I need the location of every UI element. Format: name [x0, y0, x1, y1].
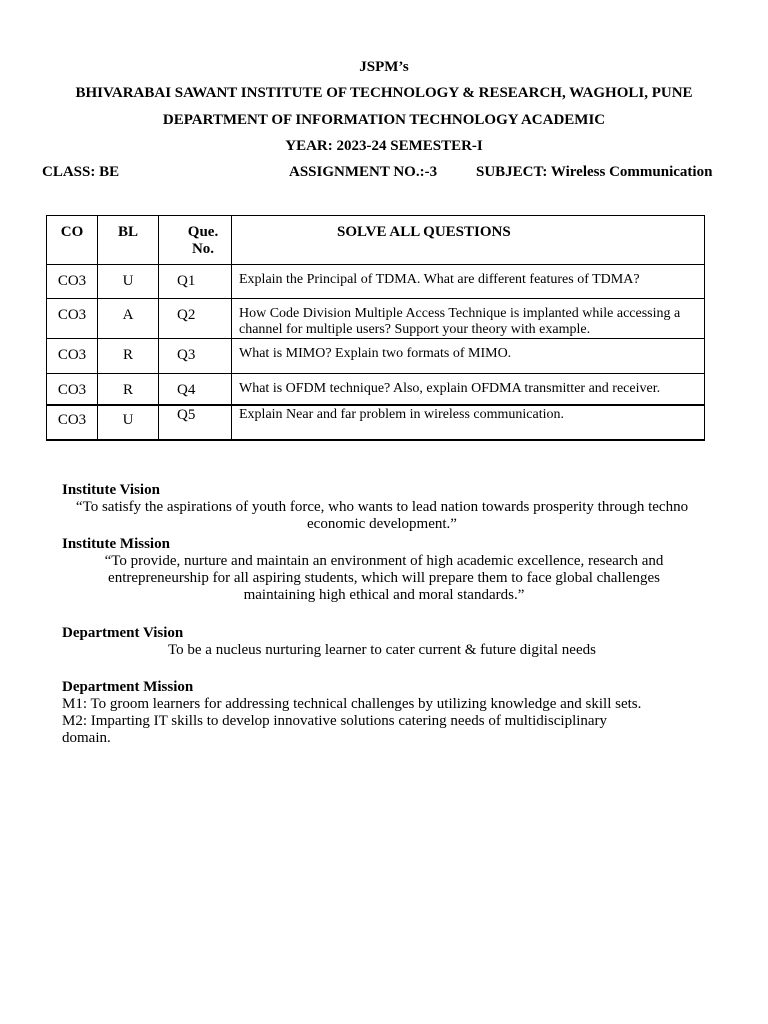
header-question-number — [159, 216, 232, 265]
question-number-cell: Q4 — [159, 374, 232, 405]
question-text-cell: How Code Division Multiple Access Technique is implanted while accessing a channel for multiple users? Support your theory with example. — [232, 299, 705, 339]
co-cell: CO3 — [47, 374, 98, 405]
bl-cell: A — [98, 299, 159, 339]
institute-mission-text: “To provide, nurture and maintain an environment of high academic excellence, research and entrepreneurship for all aspiring students, which will prepare them to face global challenges maintaining high ethical and moral standards.” — [104, 553, 664, 603]
bl-cell: R — [98, 339, 159, 374]
department-vision-title: Department Vision — [62, 625, 184, 641]
department-mission-section — [62, 679, 662, 747]
question-text-cell: What is OFDM technique? Also, explain OFDMA transmitter and receiver. — [232, 374, 705, 405]
department-name: DEPARTMENT OF INFORMATION TECHNOLOGY ACADEMIC — [162, 112, 606, 128]
co-cell: CO3 — [47, 339, 98, 374]
bl-cell: R — [98, 374, 159, 405]
question-number-cell: Q1 — [159, 265, 232, 299]
department-vision-section — [62, 625, 702, 659]
table-row — [47, 265, 705, 299]
questions-table — [46, 215, 705, 441]
org-name: JSPM’s — [359, 59, 409, 75]
header-que-line1: Que. — [187, 224, 219, 240]
department-mission-m2: M2: Imparting IT skills to develop innovative solutions catering needs of multidisciplinary domain. — [62, 713, 608, 746]
question-text-cell: Explain the Principal of TDMA. What are different features of TDMA? — [232, 265, 705, 299]
table-row — [47, 374, 705, 405]
co-cell: CO3 — [47, 405, 98, 440]
header-bl: BL — [98, 216, 159, 265]
table-row — [47, 405, 705, 440]
header-que-line2: No. — [191, 241, 215, 257]
question-number-cell: Q3 — [159, 339, 232, 374]
institute-vision-title: Institute Vision — [62, 482, 160, 498]
institute-mission-section — [62, 536, 702, 604]
table-row — [47, 339, 705, 374]
institute-name: BHIVARABAI SAWANT INSTITUTE OF TECHNOLOGY & RESEARCH, WAGHOLI, PUNE — [75, 85, 693, 101]
table-header-row — [47, 216, 705, 265]
bl-cell: U — [98, 265, 159, 299]
institute-vision-text: “To satisfy the aspirations of youth force, who wants to lead nation towards prosperity through techno economic development.” — [75, 499, 689, 532]
institute-mission-title: Institute Mission — [62, 536, 170, 552]
department-mission-m1: M1: To groom learners for addressing technical challenges by utilizing knowledge and skill sets. — [62, 696, 642, 712]
assignment-number: ASSIGNMENT NO.:-3 — [289, 164, 438, 180]
question-text-cell: Explain Near and far problem in wireless communication. — [232, 405, 705, 440]
co-cell: CO3 — [47, 265, 98, 299]
question-number-cell: Q2 — [159, 299, 232, 339]
class-label: CLASS: BE — [42, 164, 120, 180]
header-co: CO — [47, 216, 98, 265]
department-vision-text: To be a nucleus nurturing learner to cater current & future digital needs — [168, 642, 596, 658]
header-instruction: SOLVE ALL QUESTIONS — [232, 216, 705, 265]
bl-cell: U — [98, 405, 159, 440]
question-text-cell: What is MIMO? Explain two formats of MIMO. — [232, 339, 705, 374]
table-row — [47, 299, 705, 339]
year-semester: YEAR: 2023-24 SEMESTER-I — [285, 138, 483, 154]
subject-label: SUBJECT: Wireless Communication — [476, 164, 713, 180]
question-number-cell: Q5 — [159, 405, 232, 440]
institute-vision-section — [62, 482, 702, 533]
department-mission-title: Department Mission — [62, 679, 194, 695]
co-cell: CO3 — [47, 299, 98, 339]
